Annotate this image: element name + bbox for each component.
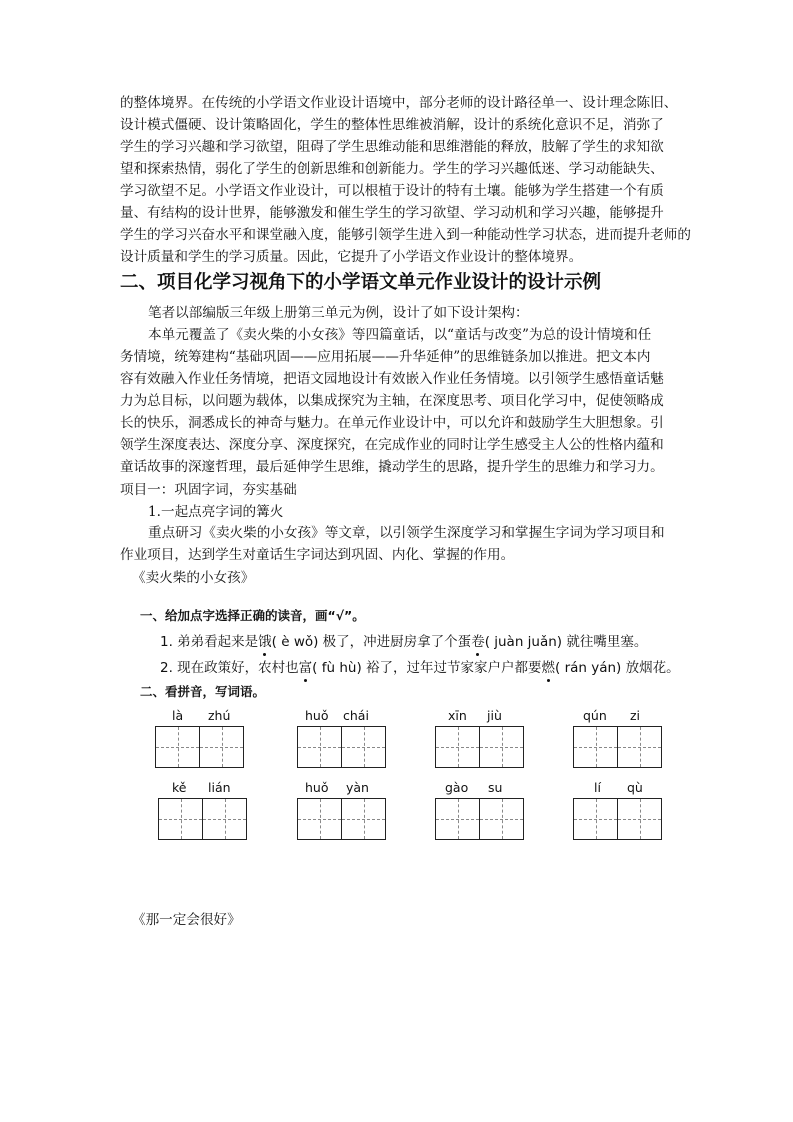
section-heading: 二、项目化学习视角下的小学语文单元作业设计的设计示例	[120, 272, 602, 293]
writing-grid[interactable]	[573, 798, 662, 840]
text-line: 望和探索热情，弱化了学生的创新思维和创新能力。学生的学习兴趣低迷、学习动能缺失、	[120, 161, 664, 177]
pinyin-syllable: yàn	[346, 780, 369, 795]
project-one-title: 项目一：巩固字词，夯实基础	[120, 482, 297, 498]
line-text: ( rán yán) 放烟花。	[555, 660, 680, 676]
writing-cell[interactable]	[156, 727, 199, 767]
pinyin-syllable: chái	[343, 708, 369, 723]
writing-cell[interactable]	[574, 727, 617, 767]
writing-cell[interactable]	[341, 727, 385, 767]
text-line: 力为总目标，以问题为载体，以集成探究为主轴，在深度思考、项目化学习中，促使领略成	[120, 393, 664, 409]
pinyin-syllable: gào	[445, 780, 469, 795]
text-line: 量、有结构的设计世界，能够激发和催生学生的学习欲望、学习动机和学习兴趣，能够提升	[120, 205, 664, 221]
sub-item-title: 1.一起点亮字词的篝火	[148, 504, 284, 520]
text-line: 本单元覆盖了《卖火柴的小女孩》等四篇童话，以“童话与改变”为总的设计情境和任	[148, 327, 652, 343]
pinyin-syllable: lí	[594, 780, 601, 795]
text-line: 的整体境界。在传统的小学语文作业设计语境中，部分老师的设计路径单一、设计理念陈旧、	[120, 95, 678, 111]
text-line: 长的快乐，洞悉成长的神奇与魅力。在单元作业设计中，可以允许和鼓励学生大胆想象。引	[120, 415, 664, 431]
writing-cell[interactable]	[298, 799, 341, 839]
line-text: 2. 现在政策好，农村也	[160, 660, 299, 676]
writing-grid[interactable]	[297, 726, 386, 768]
writing-grid[interactable]	[155, 726, 244, 768]
writing-grid[interactable]	[435, 726, 524, 768]
pinyin-syllable: lián	[208, 780, 231, 795]
dotted-character: 燃	[541, 660, 556, 676]
framework-intro	[120, 302, 680, 324]
question-1-line-1	[160, 630, 647, 650]
writing-cell[interactable]	[199, 727, 243, 767]
intro-paragraph	[120, 92, 691, 268]
pinyin-syllable: su	[488, 780, 503, 795]
line-text: ( fù hù) 裕了，过年过节家家户户都要	[312, 660, 542, 676]
question-1-title: 一、给加点字选择正确的读音，画“√”。	[140, 608, 365, 623]
text-line: 学生的学习兴趣和学习欲望，阻碍了学生思维动能和思维潜能的释放，肢解了学生的求知欲	[120, 139, 664, 155]
text-line: 笔者以部编版三年级上册第三单元为例，设计了如下设计架构：	[148, 305, 529, 321]
pinyin-syllable: qún	[583, 708, 607, 723]
writing-cell[interactable]	[298, 727, 341, 767]
pinyin-syllable: xīn	[448, 708, 467, 723]
line-text: ( è wǒ) 极了，冲进厨房拿了个蛋	[271, 634, 472, 650]
question-2-title: 二、看拼音，写词语。	[140, 684, 266, 699]
text-line: 容有效融入作业任务情境，把语文园地设计有效嵌入作业任务情境。以引领学生感悟童话魅	[120, 371, 664, 387]
writing-grid[interactable]	[158, 798, 247, 840]
pinyin-syllable: zhú	[208, 708, 231, 723]
pinyin-syllable: qù	[627, 780, 643, 795]
writing-cell[interactable]	[436, 799, 479, 839]
pinyin-syllable: huǒ	[305, 780, 329, 795]
text-line: 学习欲望不足。小学语文作业设计，可以根植于设计的特有土壤。能够为学生搭建一个有质	[120, 183, 664, 199]
pinyin-syllable: kě	[172, 780, 187, 795]
line-text: 1. 弟弟看起来是	[160, 634, 259, 650]
focus-paragraph	[120, 522, 680, 566]
writing-cell[interactable]	[617, 799, 661, 839]
pinyin-syllable: zi	[630, 708, 641, 723]
dotted-character: 饿	[258, 634, 272, 650]
writing-cell[interactable]	[436, 727, 479, 767]
dotted-character: 卷	[471, 634, 485, 650]
writing-grid[interactable]	[573, 726, 662, 768]
text-title-2: 《那一定会很好》	[132, 912, 241, 928]
writing-cell[interactable]	[574, 799, 617, 839]
text-line: 作业项目，达到学生对童话生字词达到巩固、内化、掌握的作用。	[120, 547, 515, 563]
text-line: 领学生深度表达、深度分享、深度探究，在完成作业的同时让学生感受主人公的性格内蕴和	[120, 437, 664, 453]
writing-cell[interactable]	[341, 799, 385, 839]
text-line: 重点研习《卖火柴的小女孩》等文章，以引领学生深度学习和掌握生字词为学习项目和	[148, 525, 665, 541]
writing-cell[interactable]	[479, 799, 523, 839]
dotted-character: 富	[298, 660, 313, 676]
writing-cell[interactable]	[202, 799, 246, 839]
text-line: 设计质量和学生的学习质量。因此，它提升了小学语文作业设计的整体境界。	[120, 249, 583, 265]
pinyin-syllable: là	[172, 708, 184, 723]
writing-grid[interactable]	[297, 798, 386, 840]
pinyin-syllable: jiù	[487, 708, 502, 723]
question-1-line-2	[160, 656, 680, 676]
text-line: 设计模式僵硬、设计策略固化，学生的整体性思维被消解，设计的系统化意识不足，消弥了	[120, 117, 664, 133]
text-line: 童话故事的深邃哲理，最后延伸学生思维，撬动学生的思路，提升学生的思维力和学习力。	[120, 459, 664, 475]
writing-cell[interactable]	[617, 727, 661, 767]
writing-cell[interactable]	[159, 799, 202, 839]
text-title-1: 《卖火柴的小女孩》	[132, 570, 255, 586]
text-line: 务情境，统筹建构“基础巩固——应用拓展——升华延伸”的思维链条加以推进。把文本内	[120, 349, 651, 365]
unit-paragraph	[120, 324, 680, 478]
pinyin-syllable: huǒ	[305, 708, 329, 723]
line-text: ( juàn juǎn) 就往嘴里塞。	[484, 634, 648, 650]
writing-cell[interactable]	[479, 727, 523, 767]
writing-grid[interactable]	[435, 798, 524, 840]
text-line: 学生的学习兴奋水平和课堂融入度，能够引领学生进入到一种能动性学习状态，进而提升老师的	[120, 227, 691, 243]
